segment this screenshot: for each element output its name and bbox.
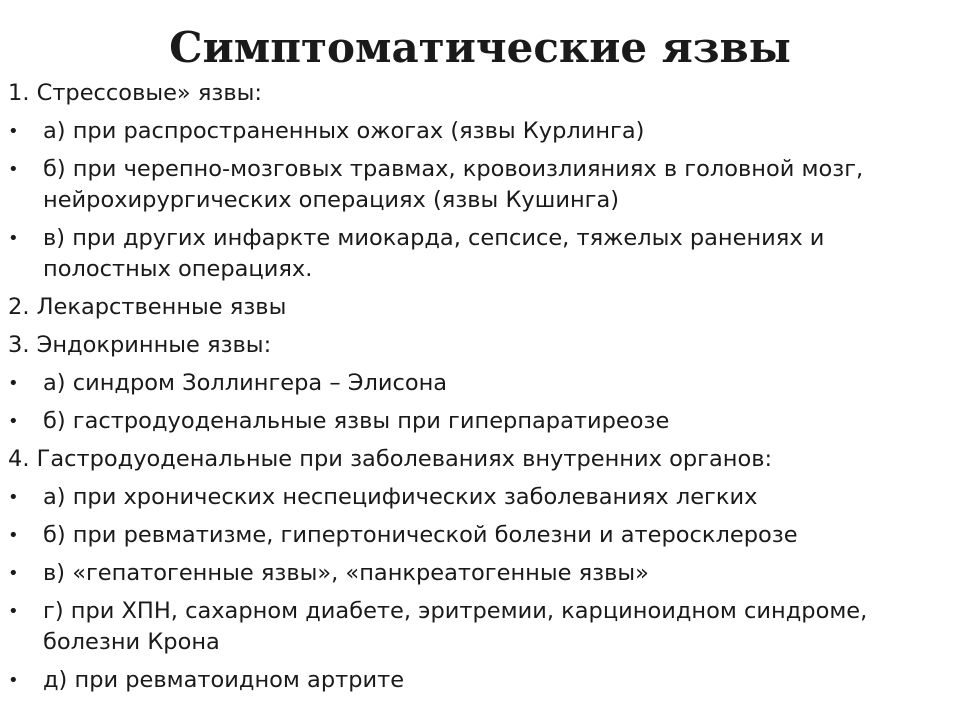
list-item: [8, 78, 938, 109]
bullet-icon: •: [8, 525, 19, 546]
list-item-text: д) при ревматоидном артрите: [43, 667, 405, 693]
bullet-icon: •: [8, 601, 19, 622]
bullet-icon: •: [8, 487, 19, 508]
bullet-icon: •: [8, 373, 19, 394]
list-item: [8, 154, 938, 216]
list-item-text: в) «гепатогенные язвы», «панкреатогенные язвы»: [43, 560, 649, 586]
list-item: [8, 116, 938, 147]
list-item-text: 3. Эндокринные язвы:: [8, 332, 272, 358]
list-item-text: б) при ревматизме, гипертонической болезни и атеросклерозе: [43, 522, 798, 548]
slide-title: Симптоматические язвы: [169, 23, 791, 72]
list-item-text: 1. Стрессовые» язвы:: [8, 80, 262, 106]
list-item-text: 4. Гастродуоденальные при заболеваниях внутренних органов:: [8, 446, 773, 472]
list-item-text: 2. Лекарственные язвы: [8, 294, 287, 320]
list-item-text: а) синдром Золлингера – Элисона: [43, 370, 448, 396]
bullet-icon: •: [8, 563, 19, 584]
list-item: [8, 368, 938, 399]
list-item-text: в) при других инфаркте миокарда, сепсисе, тяжелых ранениях и полостных операциях.: [43, 225, 825, 282]
list-item: [8, 596, 938, 658]
list-item: [8, 444, 938, 475]
list-item: [8, 558, 938, 589]
bullet-icon: •: [8, 411, 19, 432]
bullet-icon: •: [8, 159, 19, 180]
bullet-icon: •: [8, 121, 19, 142]
list-item-text: г) при ХПН, сахарном диабете, эритремии, карциноидном синдроме, болезни Крона: [43, 598, 868, 655]
list-item-text: а) при распространенных ожогах (язвы Курлинга): [43, 118, 645, 144]
bullet-icon: •: [8, 670, 19, 691]
list-item-text: а) при хронических неспецифических заболеваниях легких: [43, 484, 758, 510]
bullet-icon: •: [8, 228, 19, 249]
list-item: [8, 223, 938, 285]
list-item: [8, 292, 938, 323]
list-item: [8, 520, 938, 551]
list-item: [8, 482, 938, 513]
list-item: [8, 406, 938, 437]
list-item: [8, 330, 938, 361]
list-item-text: б) гастродуоденальные язвы при гиперпаратиреозе: [43, 408, 670, 434]
list-item-text: б) при черепно-мозговых травмах, кровоизлияниях в головной мозг, нейрохирургических операциях (язвы Кушинга): [43, 156, 864, 213]
list-item: [8, 665, 938, 696]
slide-content: [8, 78, 938, 703]
